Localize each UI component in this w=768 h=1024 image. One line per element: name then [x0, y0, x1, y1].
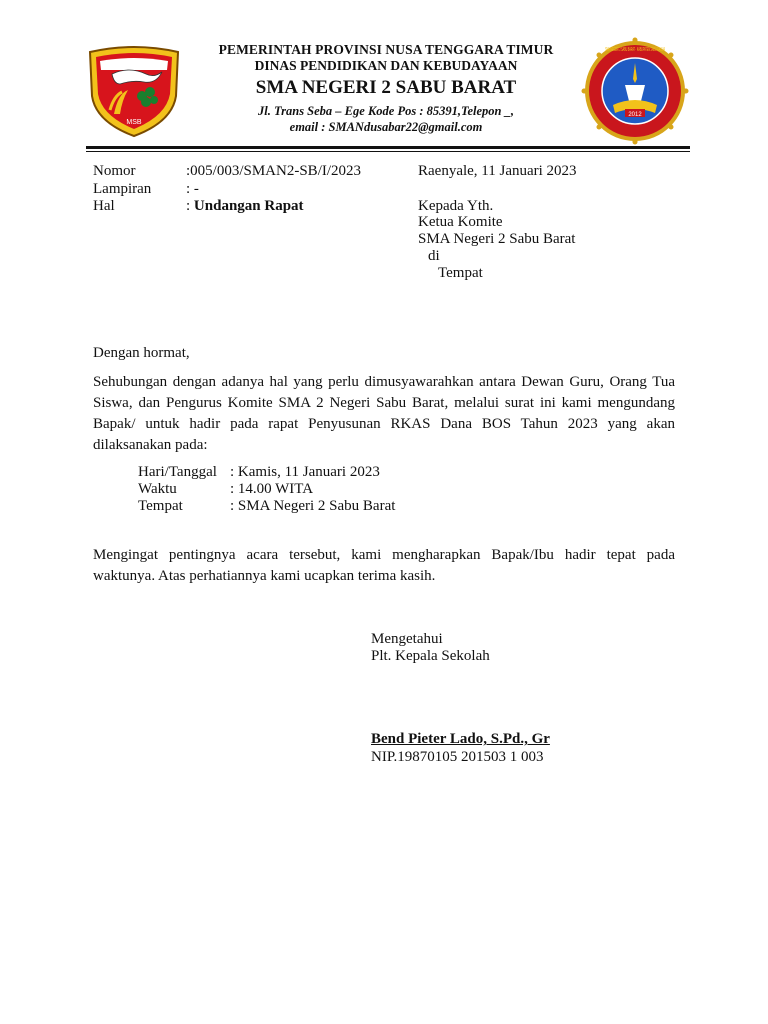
hal-value: Undangan Rapat: [193, 198, 304, 214]
letterhead-divider-thick: [86, 146, 690, 149]
province-emblem-logo: [84, 44, 184, 138]
letterhead-divider-thin: [86, 151, 690, 152]
nomor-label: Nomor: [93, 163, 136, 179]
detail-label-day: Hari/Tanggal: [138, 464, 217, 480]
nomor-value: :005/003/SMAN2-SB/I/2023: [186, 163, 362, 179]
logo-right-ring-text: SMA NEGERI 2 SABU BARAT · KABUPATEN SABU RAIJUA: [605, 47, 666, 53]
letterhead-department: DINAS PENDIDIKAN DAN KEBUDAYAAN: [254, 58, 518, 73]
signature-name: Bend Pieter Lado, S.Pd., Gr: [371, 731, 550, 747]
letterhead-address: Jl. Trans Seba – Ege Kode Pos : 85391,Telepon _,: [257, 104, 515, 118]
recipient-line-3: SMA Negeri 2 Sabu Barat: [418, 231, 576, 247]
paragraph-invitation: Sehubungan dengan adanya hal yang perlu dimusyawarahkan antara Dewan Guru, Orang Tua Siswa, dan Pengurus Komite SMA 2 Negeri Sabu Barat, melalui surat ini kami mengundang Bapak/ untuk hadir pada rapat Penyusunan RKAS Dana BOS Tahun 2023 yang akan dilaksanakan pada:: [93, 374, 675, 453]
recipient-line-5: Tempat: [438, 265, 483, 281]
place-date: Raenyale, 11 Januari 2023: [418, 163, 577, 179]
recipient-line-1: Kepada Yth.: [418, 198, 494, 214]
signature-title: Plt. Kepala Sekolah: [371, 648, 490, 664]
detail-label-time: Waktu: [138, 481, 177, 497]
logo-right-year: 2012: [628, 112, 642, 118]
detail-label-place: Tempat: [138, 498, 183, 514]
hal-line: [186, 197, 304, 215]
hal-label: Hal: [93, 198, 115, 214]
school-seal-logo: [583, 39, 687, 143]
letterhead-province: PEMERINTAH PROVINSI NUSA TENGGARA TIMUR: [218, 42, 554, 57]
logo-left-text: MSB: [126, 119, 142, 126]
signature-acknowledged: Mengetahui: [371, 631, 443, 647]
letterhead: [190, 42, 582, 135]
paragraph-closing: Mengingat pentingnya acara tersebut, kami mengharapkan Bapak/Ibu hadir tepat pada waktunya. Atas perhatiannya kami ucapkan terima kasih.: [93, 547, 675, 584]
lampiran-label: Lampiran: [93, 181, 152, 197]
salutation: Dengan hormat,: [93, 345, 190, 361]
detail-value-time: : 14.00 WITA: [230, 481, 314, 497]
detail-value-place: : SMA Negeri 2 Sabu Barat: [230, 498, 396, 514]
detail-value-day: : Kamis, 11 Januari 2023: [230, 464, 380, 480]
recipient-line-2: Ketua Komite: [418, 214, 503, 230]
hal-colon: :: [186, 198, 194, 214]
recipient-line-4: di: [428, 248, 440, 264]
lampiran-value: : -: [186, 181, 199, 197]
letterhead-email: email : SMANdusabar22@gmail.com: [289, 120, 483, 134]
signature-nip: NIP.19870105 201503 1 003: [371, 749, 544, 765]
letterhead-school-name: SMA NEGERI 2 SABU BARAT: [255, 77, 517, 98]
